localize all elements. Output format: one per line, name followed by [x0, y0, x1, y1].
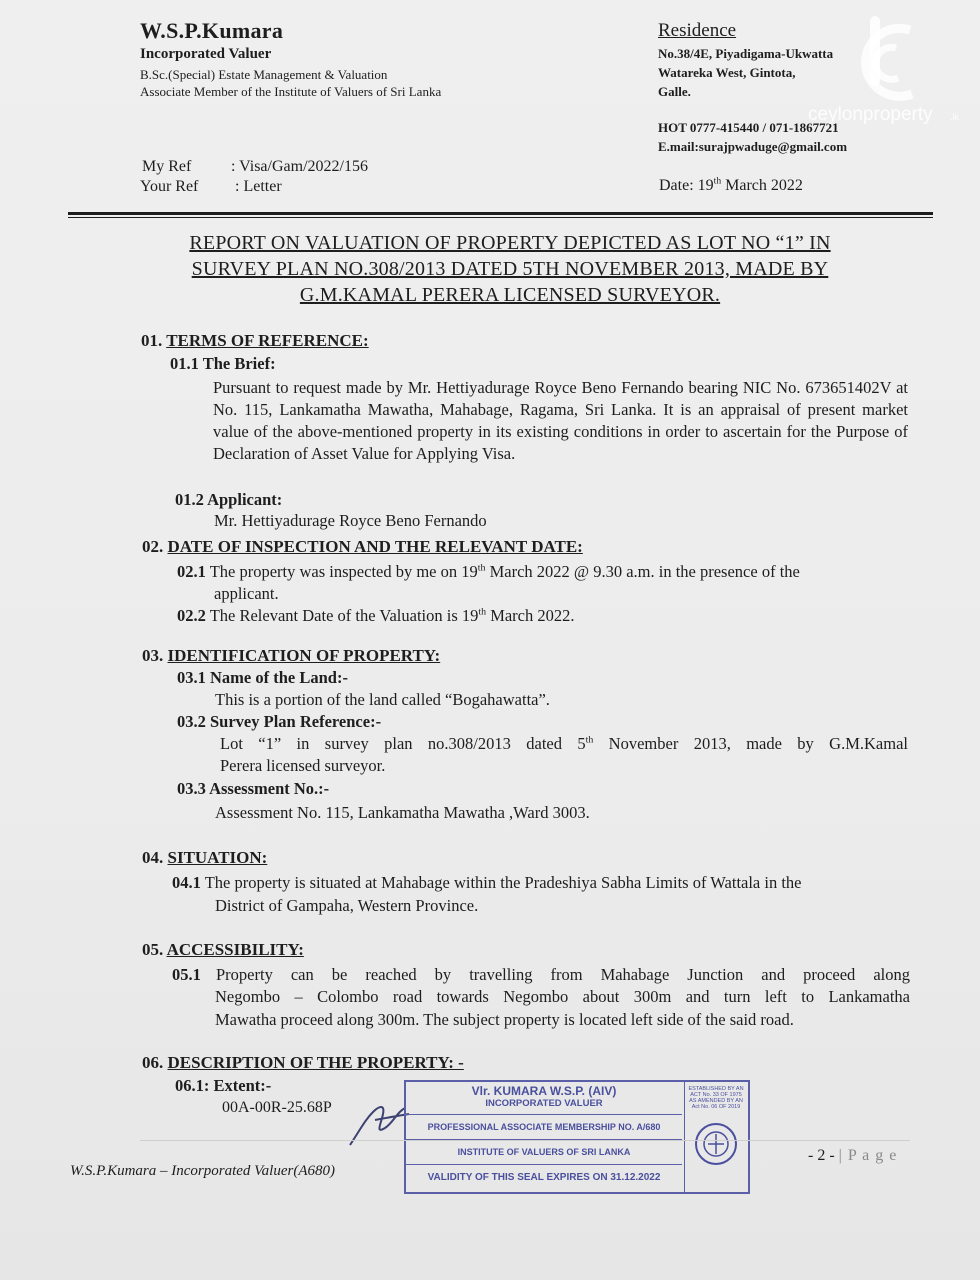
extent-label: 06.1: Extent:-	[175, 1076, 272, 1095]
report-title	[150, 230, 870, 308]
address-line-3: Galle.	[658, 84, 691, 99]
applicant-text: Mr. Hettiyadurage Royce Beno Fernando	[214, 511, 487, 530]
footer-valuer: W.S.P.Kumara – Incorporated Valuer(A680)	[70, 1163, 335, 1179]
land-name-label: 03.1 Name of the Land:-	[177, 668, 348, 687]
hotline: HOT 0777-415440 / 071-1867721	[658, 120, 839, 135]
seal-line-1: Vlr. KUMARA W.S.P. (AIV)	[471, 1084, 617, 1098]
survey-plan-text-cont: Perera licensed surveyor.	[220, 756, 386, 775]
report-title-line: SURVEY PLAN NO.308/2013 DATED 5TH NOVEMBER 2013, MADE BY	[191, 258, 829, 280]
section-03-heading: 03. IDENTIFICATION OF PROPERTY:	[142, 646, 441, 665]
my-ref-value: : Visa/Gam/2022/156	[231, 158, 368, 175]
address-line-1: No.38/4E, Piyadigama-Ukwatta	[658, 46, 834, 61]
brief-text: Pursuant to request made by Mr. Hettiyadurage Royce Beno Fernando bearing NIC No. 673651402V at No. 115, Lankamatha Mawatha, Mahabage, Ragama, Sri Lanka. It is an appraisal of present market value of the above-mentioned property in its existing conditions in order to ascertain for the Purpose of Declaration of Asset Value for Applying Visa.	[213, 378, 908, 463]
section-05-heading: 05. ACCESSIBILITY:	[142, 940, 304, 959]
relevant-date-item: 02.2 The Relevant Date of the Valuation is 19th March 2022.	[177, 606, 575, 625]
situation-item-cont: District of Gampaha, Western Province.	[215, 896, 479, 915]
report-title-line: G.M.KAMAL PERERA LICENSED SURVEYOR.	[299, 284, 721, 306]
section-02-heading: 02. DATE OF INSPECTION AND THE RELEVANT DATE:	[142, 537, 583, 556]
section-04-heading: 04. SITUATION:	[142, 848, 268, 867]
valuer-title: Incorporated Valuer	[140, 46, 272, 62]
seal-line-2: INCORPORATED VALUER	[485, 1098, 603, 1109]
inspection-item-cont: applicant.	[214, 584, 279, 603]
ceylonproperty-watermark-logo	[808, 8, 968, 128]
institute-emblem-icon	[694, 1114, 738, 1174]
accessibility-line-2: Negombo – Colombo road towards Negombo about 300m and turn left to Lankamatha	[215, 987, 910, 1006]
valuer-qualification: B.Sc.(Special) Estate Management & Valuation	[140, 67, 388, 82]
assessment-label: 03.3 Assessment No.:-	[177, 779, 330, 798]
report-title-line: REPORT ON VALUATION OF PROPERTY DEPICTED AS LOT NO “1” IN	[189, 232, 831, 254]
situation-item: 04.1 The property is situated at Mahabage within the Pradeshiya Sabha Limits of Wattala in the	[172, 873, 802, 892]
accessibility-num: 05.1	[172, 965, 201, 984]
residence-label: Residence	[658, 20, 737, 41]
seal-header	[406, 1082, 682, 1115]
section-01-heading: 01. TERMS OF REFERENCE:	[141, 331, 369, 350]
report-date: Date: 19th March 2022	[659, 175, 803, 194]
footer-divider	[140, 1140, 910, 1141]
valuer-seal-stamp	[404, 1080, 750, 1194]
address-line-2: Watareka West, Gintota,	[658, 65, 796, 80]
header-divider-thin	[68, 217, 933, 218]
inspection-item: 02.1 The property was inspected by me on 19th March 2022 @ 9.30 a.m. in the presence of the	[177, 562, 800, 581]
land-name-text: This is a portion of the land called “Bogahawatta”.	[215, 690, 550, 709]
accessibility-line-3: Mawatha proceed along 300m. The subject property is located left side of the said road.	[215, 1010, 794, 1029]
seal-line-4: INSTITUTE OF VALUERS OF SRI LANKA	[406, 1140, 682, 1165]
watermark-brand: ceylonproperty	[808, 104, 933, 125]
seal-emblem-panel: ESTABLISHED BY AN ACT No. 33 OF 1975 AS AMENDED BY AN Act No. 06 OF 2019	[684, 1082, 747, 1192]
valuer-membership: Associate Member of the Institute of Valuers of Sri Lanka	[140, 84, 442, 99]
seal-line-3: PROFESSIONAL ASSOCIATE MEMBERSHIP NO. A/680	[406, 1115, 682, 1140]
my-ref-label: My Ref	[142, 158, 192, 175]
section-06-heading: 06. DESCRIPTION OF THE PROPERTY: -	[142, 1053, 464, 1072]
your-ref-label: Your Ref	[140, 178, 199, 195]
accessibility-line-1: Property can be reached by travelling from Mahabage Junction and proceed along	[216, 965, 910, 984]
valuer-name: W.S.P.Kumara	[140, 18, 284, 43]
your-ref-value: : Letter	[235, 178, 282, 195]
survey-plan-text: Lot “1” in survey plan no.308/2013 dated 5th November 2013, made by G.M.Kamal	[220, 734, 908, 753]
extent-value: 00A-00R-25.68P	[222, 1099, 332, 1116]
applicant-label: 01.2 Applicant:	[175, 490, 283, 509]
page-number: - 2 - | P a g e	[808, 1147, 898, 1164]
assessment-text: Assessment No. 115, Lankamatha Mawatha ,Ward 3003.	[215, 803, 590, 822]
watermark-tld: .lk	[950, 112, 959, 122]
email: E.mail:surajpwaduge@gmail.com	[658, 139, 848, 154]
survey-plan-label: 03.2 Survey Plan Reference:-	[177, 712, 382, 731]
header-divider	[68, 212, 933, 215]
brief-label: 01.1 The Brief:	[170, 354, 276, 373]
seal-line-5: VALIDITY OF THIS SEAL EXPIRES ON 31.12.2022	[427, 1172, 661, 1183]
